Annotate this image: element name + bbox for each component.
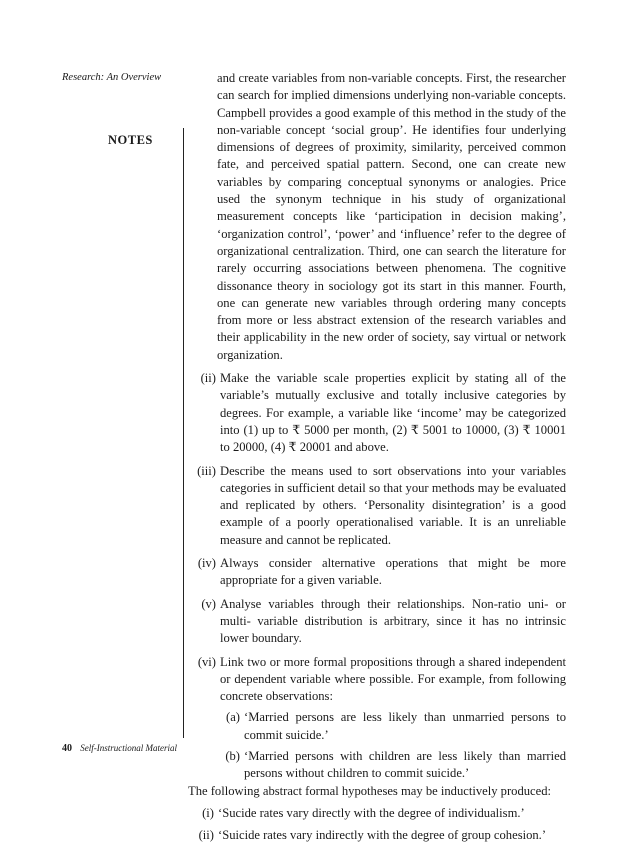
hypothesis-text: ‘Suicide rates vary indirectly with the degree of group cohesion.’ bbox=[218, 828, 547, 843]
list-text: Link two or more formal propositions through a shared independent or dependent variable where possible. For example, from following concrete observations: bbox=[220, 654, 566, 704]
list-marker: (ii) bbox=[200, 371, 216, 386]
summary-paragraph: The following abstract formal hypotheses may be inductively produced: bbox=[188, 783, 552, 798]
hypothesis-text: ‘Sucide rates vary directly with the degree of individualism.’ bbox=[218, 805, 525, 820]
list-item bbox=[188, 463, 566, 549]
sub-list-text: ‘Married persons with children are less likely than married persons without children to commit suicide.’ bbox=[244, 748, 566, 781]
list-item bbox=[188, 596, 566, 648]
sub-list-item bbox=[188, 748, 566, 783]
sub-list-item bbox=[188, 709, 566, 744]
margin-rule bbox=[183, 128, 184, 738]
main-content bbox=[188, 70, 566, 844]
footer-label: Self-Instructional Material bbox=[80, 743, 177, 753]
sub-list-marker: (a) bbox=[226, 710, 240, 725]
list-item bbox=[188, 654, 566, 706]
sub-list-text: ‘Married persons are less likely than unmarried persons to commit suicide.’ bbox=[244, 710, 566, 742]
sub-list-marker: (b) bbox=[225, 748, 240, 763]
list-marker: (iv) bbox=[197, 556, 216, 571]
list-marker: (vi) bbox=[197, 654, 216, 669]
list-text: Always consider alternative operations that might be more appropriate for a given variable. bbox=[220, 556, 566, 588]
hypothesis-marker: (i) bbox=[202, 805, 214, 820]
list-item bbox=[188, 370, 566, 456]
list-marker: (v) bbox=[201, 596, 216, 611]
list-marker: (iii) bbox=[197, 463, 216, 478]
intro-paragraph: and create variables from non-variable concepts. First, the researcher can search for implied dimensions underlying non-variable concepts. Campbell provides a good example of this method in the study of the non-variable concept ‘social group’. He identifies four underlying dimensions of degrees of proximity, similarity, perceived common fate, and perceived spatial pattern. Second, one can create new variables by comparing conceptual synonyms or analogies. Price used the synonym technique in his study of organizational measurement concepts like ‘participation in decision making’, ‘organization control’, ‘power’ and ‘influence’ refer to the degree of organizational centralization. Third, one can search the literature for rarely occurring associations between phenomena. The cognitive dissonance theory in sociology got its start in this manner. Fourth, one can generate new variables through ordering many concepts from more or less abstract extension of the research variables and their applicability in the new order of society, say virtual or network organization. bbox=[217, 71, 566, 362]
notes-label: NOTES bbox=[108, 133, 153, 147]
page-number: 40 bbox=[62, 743, 72, 754]
list-text: Make the variable scale properties explicit by stating all of the variable’s mutually exclusive and totally inclusive categories by degrees. For example, a variable like ‘income’ may be categorized into (1) up to ₹ 5000 per month, (2) ₹ 5001 to 10000, (3) ₹ 10001 to 20000, (4) ₹ 20001 and above. bbox=[220, 371, 566, 455]
running-head: Research: An Overview bbox=[62, 72, 162, 83]
hypothesis-item bbox=[188, 805, 566, 822]
list-item bbox=[188, 555, 566, 590]
list-text: Analyse variables through their relationships. Non-ratio uni- or multi- variable distribution is arbitrary, since it has no intrinsic lower boundary. bbox=[220, 596, 566, 646]
page-footer bbox=[62, 743, 177, 754]
hypothesis-marker: (ii) bbox=[198, 828, 214, 843]
hypothesis-item bbox=[188, 827, 566, 844]
list-text: Describe the means used to sort observations into your variables categories in sufficient detail so that your methods may be evaluated and replicated by others. ‘Personality disintegration’ is a good example of a poorly operationalised variable. It is an unreliable measure and cannot be replicated. bbox=[220, 463, 566, 547]
